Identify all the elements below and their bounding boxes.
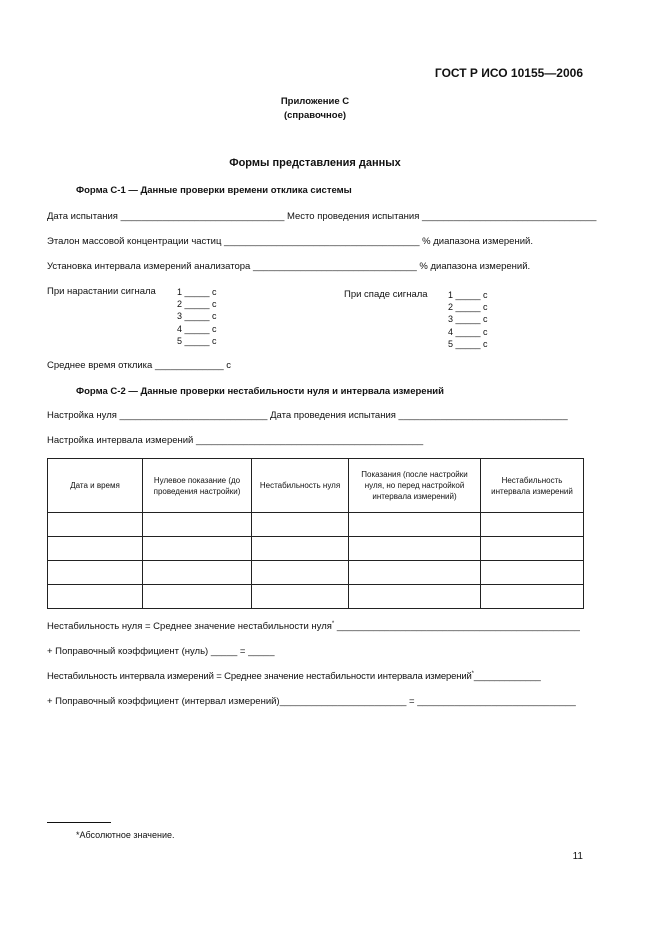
footnote-divider xyxy=(47,822,111,823)
table-cell[interactable] xyxy=(143,585,252,609)
form1-heading: Форма С-1 — Данные проверки времени отклика системы xyxy=(76,185,352,196)
table-row xyxy=(48,537,584,561)
table-cell[interactable] xyxy=(143,513,252,537)
table-row xyxy=(48,585,584,609)
table-cell[interactable] xyxy=(143,561,252,585)
formula-zero-drift-text: Нестабильность нуля = Среднее значение нестабильности нуля xyxy=(47,621,332,632)
table-cell[interactable] xyxy=(481,585,584,609)
rise-label: При нарастании сигнала xyxy=(47,286,156,297)
rise-item: 5 _____ с xyxy=(177,335,217,346)
footnote-marker: * xyxy=(471,670,474,677)
page-number: 11 xyxy=(572,851,583,862)
formula-zero-drift xyxy=(47,621,580,632)
form1-etalon-line: Эталон массовой концентрации частиц _____________________________________ % диапазона измерений. xyxy=(47,236,533,247)
forms-title: Формы представления данных xyxy=(229,157,401,169)
rise-item: 1 _____ с xyxy=(177,287,217,297)
rise-item: 4 _____ с xyxy=(177,323,217,334)
table-row xyxy=(48,513,584,537)
rise-item: 2 _____ с xyxy=(177,299,217,310)
col-header-span-drift: Нестабильность интервала измерений xyxy=(481,459,584,513)
table-row xyxy=(48,561,584,585)
annex-subtitle: (справочное) xyxy=(283,110,347,121)
table-cell[interactable] xyxy=(481,561,584,585)
standard-number: ГОСТ Р ИСО 10155—2006 xyxy=(434,66,583,80)
rise-item: 3 _____ с xyxy=(177,311,217,322)
col-header-span-reading: Показания (после настройки нуля, но перед настройкой интервала измерений) xyxy=(349,459,481,513)
table-header-row xyxy=(48,459,584,513)
table-cell[interactable] xyxy=(48,537,143,561)
table-cell[interactable] xyxy=(252,537,349,561)
fall-item: 3 _____ с xyxy=(448,314,488,325)
table-cell[interactable] xyxy=(48,513,143,537)
formula-span-drift xyxy=(47,671,541,682)
form1-interval-line: Установка интервала измерений анализатора _______________________________ % диапазона измерений. xyxy=(47,261,531,272)
average-response-line: Среднее время отклика _____________ с xyxy=(47,360,232,371)
table-cell[interactable] xyxy=(481,537,584,561)
annex-heading xyxy=(0,95,630,123)
table-cell[interactable] xyxy=(349,513,481,537)
fall-item: 4 _____ с xyxy=(448,326,488,337)
formula-span-drift-blank: _____________ xyxy=(473,671,541,682)
footnote-marker: * xyxy=(331,620,335,627)
fall-item: 2 _____ с xyxy=(448,302,488,313)
rise-list xyxy=(177,286,217,347)
fall-list xyxy=(448,289,488,350)
col-header-zero-reading: Нулевое показание (до проведения настройки) xyxy=(143,459,252,513)
drift-data-table xyxy=(47,458,584,609)
table-cell[interactable] xyxy=(48,585,143,609)
table-cell[interactable] xyxy=(481,513,584,537)
form2-zero-line: Настройка нуля ____________________________ Дата проведения испытания ________________________________ xyxy=(47,410,568,421)
table-cell[interactable] xyxy=(349,561,481,585)
col-header-datetime: Дата и время xyxy=(48,459,143,513)
formula-zero-drift-blank: ______________________________________________ xyxy=(334,621,580,632)
table-cell[interactable] xyxy=(349,585,481,609)
table-cell[interactable] xyxy=(252,561,349,585)
col-header-zero-drift: Нестабильность нуля xyxy=(252,459,349,513)
table-cell[interactable] xyxy=(252,513,349,537)
table-cell[interactable] xyxy=(349,537,481,561)
formula-span-drift-text: Нестабильность интервала измерений = Среднее значение нестабильности интервала измерений xyxy=(47,671,472,682)
fall-item: 5 _____ с xyxy=(448,338,488,349)
form1-date-line: Дата испытания _______________________________ Место проведения испытания _________________________________ xyxy=(47,211,597,222)
formula-zero-correction: + Поправочный коэффициент (нуль) _____ = _____ xyxy=(47,646,275,657)
fall-label: При спаде сигнала xyxy=(344,289,428,300)
table-cell[interactable] xyxy=(252,585,349,609)
annex-title: Приложение С xyxy=(280,96,350,107)
footnote: *Абсолютное значение. xyxy=(76,830,175,840)
table-cell[interactable] xyxy=(48,561,143,585)
form2-heading: Форма С-2 — Данные проверки нестабильности нуля и интервала измерений xyxy=(76,386,444,397)
formula-span-correction: + Поправочный коэффициент (интервал измерений)________________________ = ______________________________ xyxy=(47,696,576,707)
form2-span-line: Настройка интервала измерений ___________________________________________ xyxy=(47,435,424,446)
fall-item: 1 _____ с xyxy=(448,290,488,300)
table-cell[interactable] xyxy=(143,537,252,561)
